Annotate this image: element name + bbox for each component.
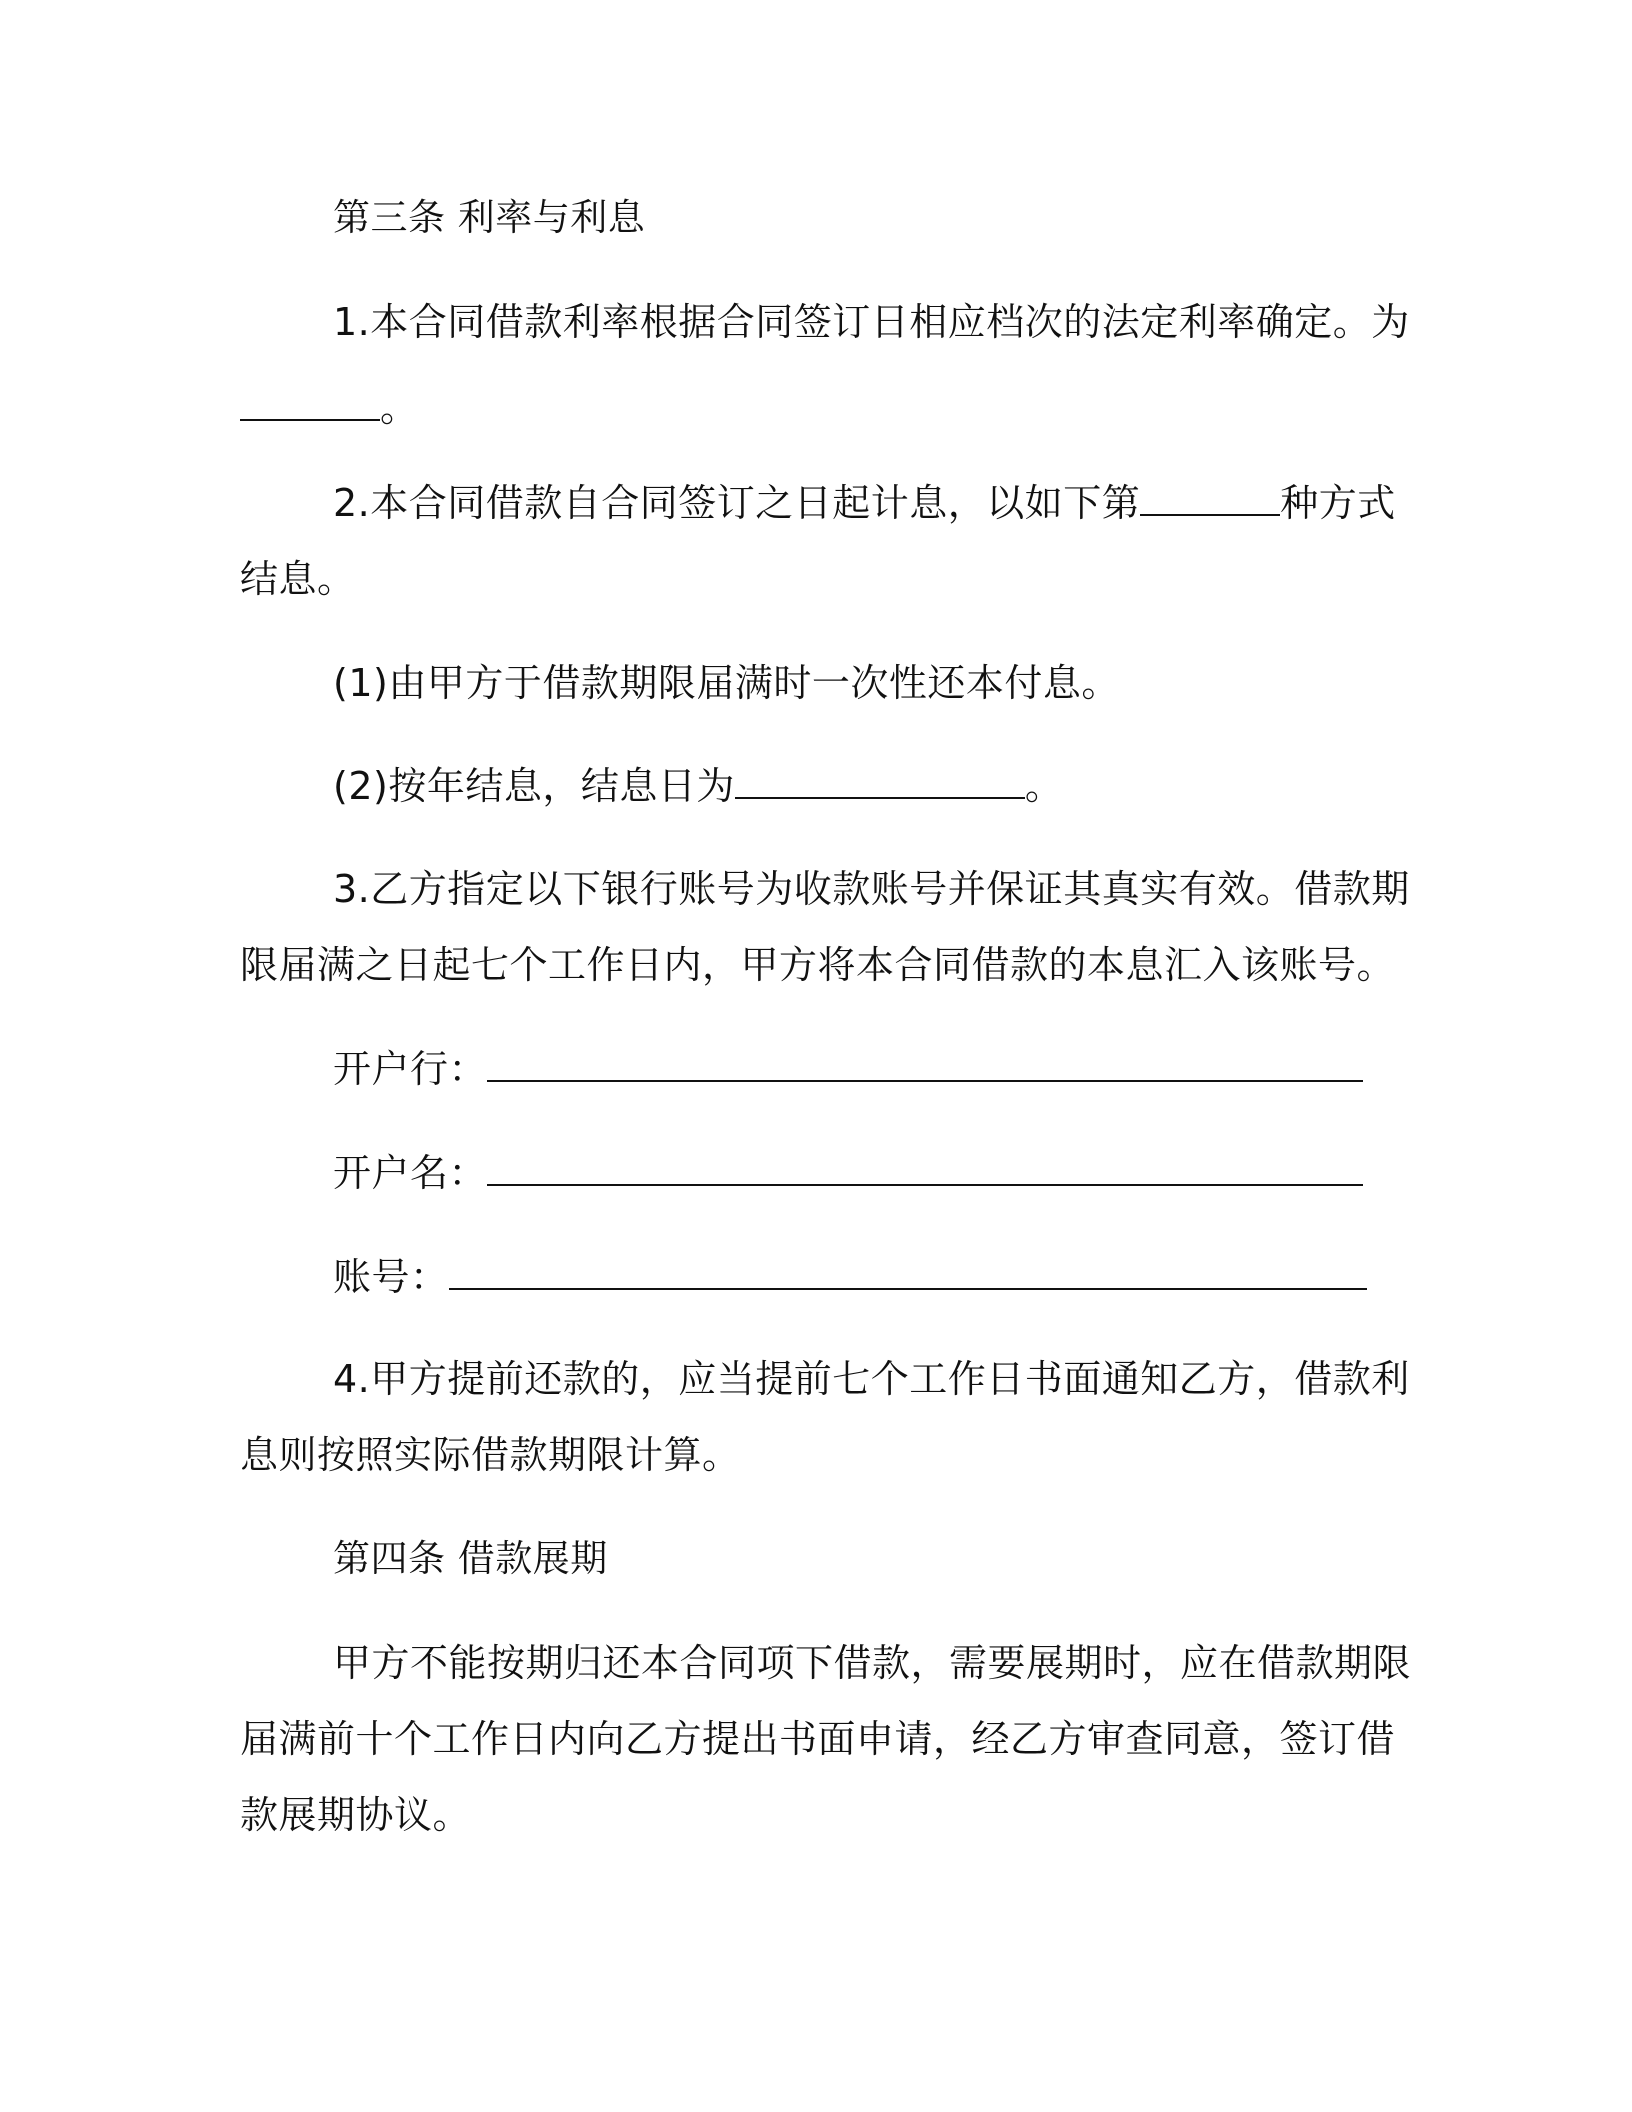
option2-text-end: 。: [1024, 764, 1064, 808]
account-number-label: 账号：: [333, 1255, 449, 1299]
account-number-field: [333, 1253, 1367, 1301]
article3-item2-line2: 结息。: [240, 557, 356, 601]
bank-field: [333, 1045, 1363, 1093]
article3-item4-line1: 4.甲方提前还款的，应当提前七个工作日书面通知乙方，借款利: [333, 1357, 1410, 1401]
option2-text-start: (2)按年结息，结息日为: [333, 764, 735, 808]
article3-item1-line2: [240, 384, 419, 432]
article3-option2: [333, 762, 1063, 810]
item1-period: 。: [380, 386, 419, 430]
account-name-blank[interactable]: [487, 1150, 1363, 1186]
article4-title: 第四条 借款展期: [333, 1537, 608, 1580]
article3-item3-line2: 限届满之日起七个工作日内，甲方将本合同借款的本息汇入该账号。: [240, 943, 1396, 987]
article4-para-line2: 届满前十个工作日内向乙方提出书面申请，经乙方审查同意，签订借: [240, 1717, 1396, 1761]
account-name-field: [333, 1149, 1363, 1197]
article3-option1: (1)由甲方于借款期限届满时一次性还本付息。: [333, 661, 1120, 705]
bank-label: 开户行：: [333, 1047, 488, 1091]
settlement-method-blank[interactable]: [1140, 480, 1280, 516]
article3-item1-line1: 1.本合同借款利率根据合同签订日相应档次的法定利率确定。为: [333, 300, 1410, 344]
settlement-date-blank[interactable]: [735, 763, 1025, 799]
item2-text-end: 种方式: [1280, 481, 1396, 525]
article3-item3-line1: 3.乙方指定以下银行账号为收款账号并保证其真实有效。借款期: [333, 867, 1410, 911]
interest-rate-blank[interactable]: [240, 385, 380, 421]
article3-item4-line2: 息则按照实际借款期限计算。: [240, 1433, 741, 1477]
bank-blank[interactable]: [487, 1046, 1363, 1082]
item2-text-start: 2.本合同借款自合同签订之日起计息，以如下第: [333, 481, 1141, 525]
account-name-label: 开户名：: [333, 1151, 488, 1195]
article4-para-line1: 甲方不能按期归还本合同项下借款，需要展期时，应在借款期限: [333, 1641, 1412, 1685]
article3-item2-line1: [333, 479, 1396, 527]
account-number-blank[interactable]: [449, 1254, 1367, 1290]
article4-para-line3: 款展期协议。: [240, 1793, 472, 1837]
article3-title: 第三条 利率与利息: [333, 196, 646, 239]
